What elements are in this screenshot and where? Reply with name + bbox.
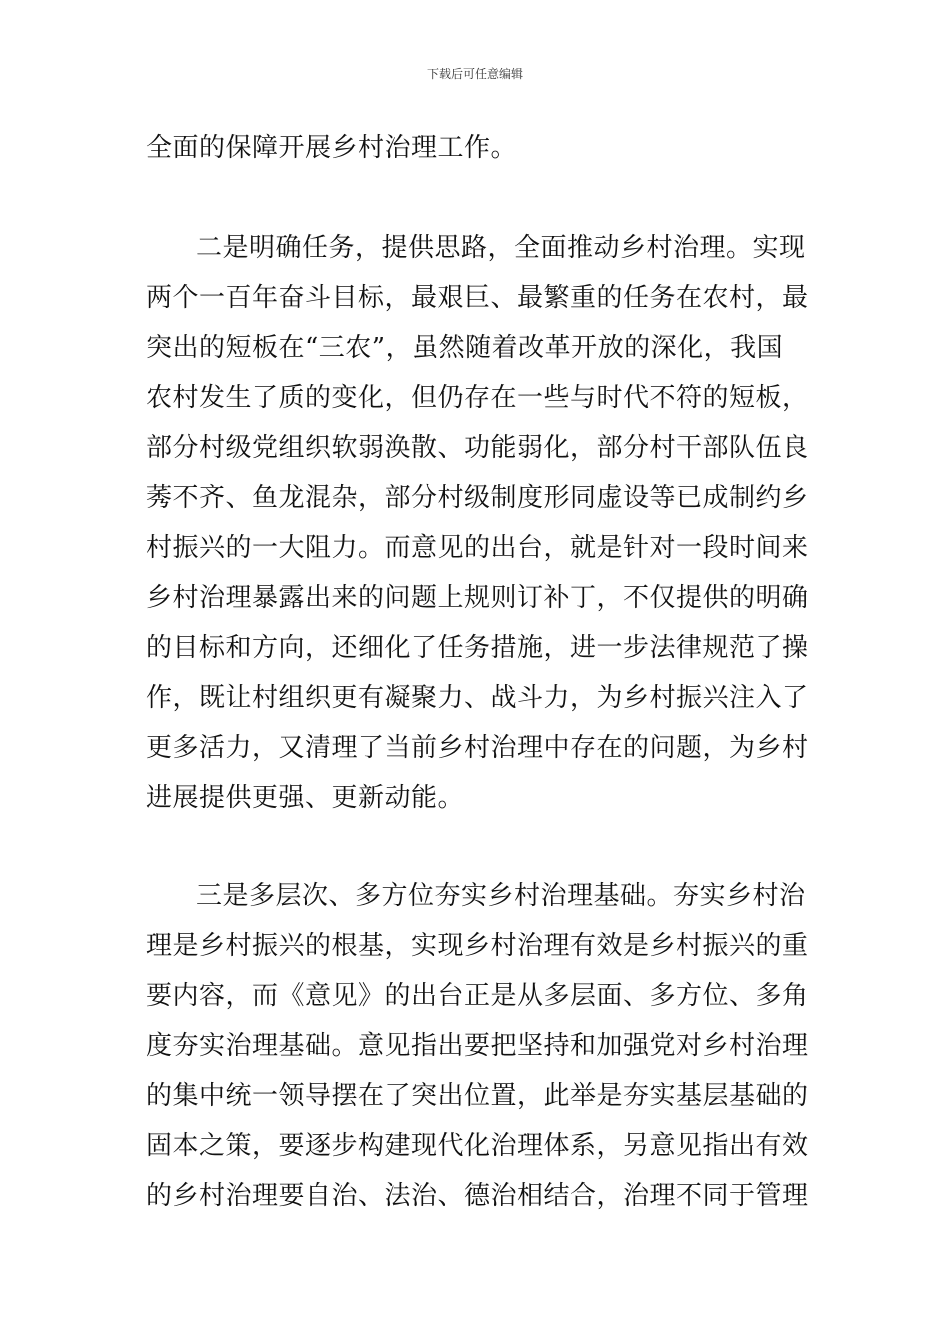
paragraph-3-line-4: 度夯实治理基础。意见指出要把坚持和加强党对乡村治理: [146, 1031, 809, 1061]
paragraph-3-line-2: 理是乡村振兴的根基，实现乡村治理有效是乡村振兴的重: [146, 931, 809, 961]
paragraph-2-line-2: 两个一百年奋斗目标，最艰巨、最繁重的任务在农村，最: [146, 283, 809, 313]
paragraph-2-line-5: 部分村级党组织软弱涣散、功能弱化，部分村干部队伍良: [146, 433, 809, 463]
paragraph-2-line-1: 二是明确任务，提供思路，全面推动乡村治理。实现: [196, 233, 806, 263]
paragraph-2-line-9: 的目标和方向，还细化了任务措施，进一步法律规范了操: [146, 633, 809, 663]
paragraph-2-line-4: 农村发生了质的变化，但仍存在一些与时代不符的短板，: [146, 383, 809, 413]
paragraph-2-line-12: 进展提供更强、更新动能。: [146, 783, 465, 813]
paragraph-3-line-5: 的集中统一领导摆在了突出位置，此举是夯实基层基础的: [146, 1081, 809, 1111]
paragraph-2-line-6: 莠不齐、鱼龙混杂，部分村级制度形同虚设等已成制约乡: [146, 483, 809, 513]
paragraph-2-line-3: 突出的短板在“三农”，虽然随着改革开放的深化，我国: [146, 333, 784, 363]
paragraph-2-line-11: 更多活力，又清理了当前乡村治理中存在的问题，为乡村: [146, 733, 809, 763]
paragraph-3-line-6: 固本之策，要逐步构建现代化治理体系，另意见指出有效: [146, 1131, 809, 1161]
paragraph-3-line-7: 的乡村治理要自治、法治、德治相结合，治理不同于管理: [146, 1181, 809, 1211]
paragraph-2-line-8: 乡村治理暴露出来的问题上规则订补丁，不仅提供的明确: [146, 583, 809, 613]
paragraph-3-line-1: 三是多层次、多方位夯实乡村治理基础。夯实乡村治: [196, 881, 806, 911]
paragraph-1-line-1: 全面的保障开展乡村治理工作。: [146, 133, 518, 163]
header-note: 下载后可任意编辑: [426, 67, 523, 81]
paragraph-2-line-7: 村振兴的一大阻力。而意见的出台，就是针对一段时间来: [146, 533, 809, 563]
paragraph-3-line-3: 要内容，而《意见》的出台正是从多层面、多方位、多角: [146, 981, 809, 1011]
paragraph-2-line-10: 作，既让村组织更有凝聚力、战斗力，为乡村振兴注入了: [146, 683, 809, 713]
